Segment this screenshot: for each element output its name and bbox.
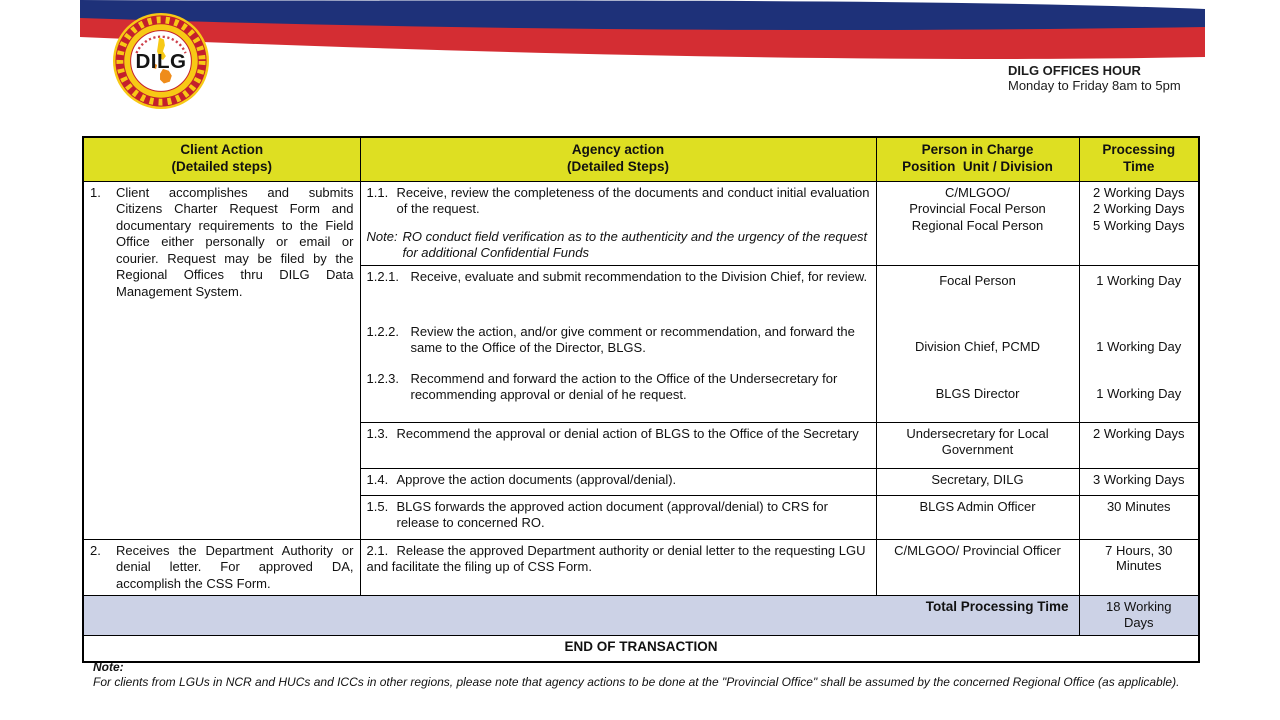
person-name: C/MLGOO/ Provincial Officer [894, 542, 1061, 558]
table-row-end [83, 636, 1199, 662]
col-header-client-action [83, 137, 360, 181]
agency-1-1-note [367, 229, 870, 262]
cell-person-1-5 [876, 495, 1079, 539]
col-header-person-in-charge [876, 137, 1079, 181]
step-text: Approve the action documents (approval/denial). [396, 471, 677, 487]
person-name: Undersecretary for Local Government [906, 425, 1049, 457]
table-row-2 [83, 539, 1199, 596]
cell-person-1-2 [876, 265, 1079, 422]
logo-text: DILG [135, 49, 187, 73]
end-of-transaction-label: END OF TRANSACTION [83, 636, 1199, 662]
step-text: Receive, review the completeness of the documents and conduct initial evaluation of the request. [396, 184, 870, 216]
step-number: 1. [90, 184, 101, 200]
step-text: Recommend the approval or denial action of BLGS to the Office of the Secretary [396, 425, 859, 441]
agency-1-3-text [367, 426, 870, 443]
step-number: 1.2.3. [366, 370, 400, 386]
cell-time-1-5 [1079, 495, 1199, 539]
person-name: BLGS Admin Officer [919, 498, 1036, 514]
col-header-agency-action [360, 137, 876, 181]
header-line: Person in Charge [921, 142, 1034, 157]
office-hours-detail: Monday to Friday 8am to 5pm [1008, 78, 1181, 93]
cell-person-1-4 [876, 468, 1079, 495]
person-name: Focal Person [939, 272, 1016, 288]
processing-time: 1 Working Day [1096, 338, 1182, 354]
person-name: Division Chief, PCMD [915, 338, 1040, 354]
process-table [82, 136, 1200, 663]
step-text: Recommend and forward the action to the Office of the Undersecretary for recommending approval or denial of he request. [410, 370, 838, 402]
processing-time: 2 Working Days [1092, 425, 1185, 441]
cell-time-1-3 [1079, 422, 1199, 468]
col-header-processing-time [1079, 137, 1199, 181]
agency-1-1-text [367, 185, 870, 218]
step-number: 1.2.1. [366, 268, 400, 284]
cell-time-1-2 [1079, 265, 1199, 422]
total-time-value: 18 Working Days [1105, 599, 1172, 630]
agency-1-5-text [367, 499, 870, 532]
client-step2-text [90, 543, 354, 593]
cell-agency-action-1-3 [360, 422, 876, 468]
cell-agency-action-1-1 [360, 181, 876, 265]
processing-time: 2 Working Days [1092, 184, 1185, 200]
agency-2-1-text [367, 543, 870, 576]
processing-time: 7 Hours, 30 Minutes [1105, 542, 1173, 573]
client-step1-text [90, 185, 354, 301]
footnote [93, 660, 1205, 689]
cell-agency-action-1-2 [360, 265, 876, 422]
step-number: 1.4. [366, 471, 389, 487]
step-text: Client accomplishes and submits Citizens Charter Request Form and documentary requirements to the Field Office either personally or email or courier. Request may be filed by the Regional Offices thru DILG Data Management System. [116, 184, 354, 299]
step-number: 1.1. [366, 184, 389, 200]
agency-1-2-3-text [367, 371, 870, 419]
agency-1-4-text [367, 472, 870, 489]
cell-time-1-4 [1079, 468, 1199, 495]
cell-person-2-1 [876, 539, 1079, 596]
header-line: Time [1123, 159, 1155, 174]
step-text: Release the approved Department authority or denial letter to the requesting LGU and facilitate the filing up of CSS Form. [366, 542, 866, 574]
person-name: Provincial Focal Person [909, 201, 1046, 216]
person-name: C/MLGOO/ [944, 184, 1010, 200]
step-number: 1.2.2. [366, 323, 400, 339]
step-text: Receive, evaluate and submit recommendation to the Division Chief, for review. [410, 268, 868, 284]
footnote-label: Note: [93, 660, 124, 674]
processing-time: 1 Working Day [1096, 386, 1182, 402]
step-number: 1.3. [366, 425, 389, 441]
agency-1-2-1-text [367, 269, 870, 324]
note-label: Note: [366, 228, 398, 244]
step-text: BLGS forwards the approved action document (approval/denial) to CRS for release to concerned RO. [396, 498, 828, 530]
processing-time: 30 Minutes [1106, 498, 1171, 514]
step-number: 2. [90, 542, 101, 558]
cell-person-1-3 [876, 422, 1079, 468]
processing-time: 3 Working Days [1092, 471, 1185, 487]
total-label-text: Total Processing Time [925, 599, 1069, 614]
header-banner-wave [80, 0, 1205, 62]
table-header-row [83, 137, 1199, 181]
person-name: BLGS Director [935, 386, 1020, 402]
note-text: RO conduct field verification as to the authenticity and the urgency of the request for additional Confidential Funds [402, 228, 868, 260]
cell-agency-action-1-4 [360, 468, 876, 495]
total-processing-time-label [83, 596, 1079, 636]
processing-time: 5 Working Days [1092, 217, 1185, 233]
processing-time: 2 Working Days [1092, 201, 1185, 216]
dilg-logo [112, 12, 210, 110]
cell-agency-action-2-1 [360, 539, 876, 596]
office-hours [1008, 63, 1238, 93]
table-row-total [83, 596, 1199, 636]
cell-client-action-step1 [83, 181, 360, 539]
header-line: Agency action [571, 142, 665, 157]
cell-time-1-1 [1079, 181, 1199, 265]
header-line: (Detailed steps) [171, 159, 273, 174]
agency-1-2-2-text [367, 324, 870, 371]
person-name: Secretary, DILG [931, 471, 1024, 487]
cell-total-time-value [1079, 596, 1199, 636]
header-line: (Detailed Steps) [566, 159, 670, 174]
cell-time-2-1 [1079, 539, 1199, 596]
table-row-1-1 [83, 181, 1199, 265]
header-line: Processing [1102, 142, 1176, 157]
processing-time: 1 Working Day [1096, 272, 1182, 288]
header-line: Client Action [180, 142, 264, 157]
step-number: 2.1. [366, 542, 389, 558]
cell-client-action-step2 [83, 539, 360, 596]
header-line: Position Unit / Division [902, 159, 1053, 174]
cell-person-1-1 [876, 181, 1079, 265]
footnote-text: For clients from LGUs in NCR and HUCs and ICCs in other regions, please note that agency actions to be done at the "Provincial Office" shall be assumed by the concerned Regional Office (as applicable). [93, 674, 1180, 689]
step-text: Receives the Department Authority or denial letter. For approved DA, accomplish the CSS Form. [116, 542, 354, 591]
step-number: 1.5. [366, 498, 389, 514]
cell-agency-action-1-5 [360, 495, 876, 539]
person-name: Regional Focal Person [911, 217, 1044, 233]
office-hours-title: DILG OFFICES HOUR [1008, 63, 1141, 78]
step-text: Review the action, and/or give comment or recommendation, and forward the same to the Office of the Director, BLGS. [410, 323, 855, 355]
